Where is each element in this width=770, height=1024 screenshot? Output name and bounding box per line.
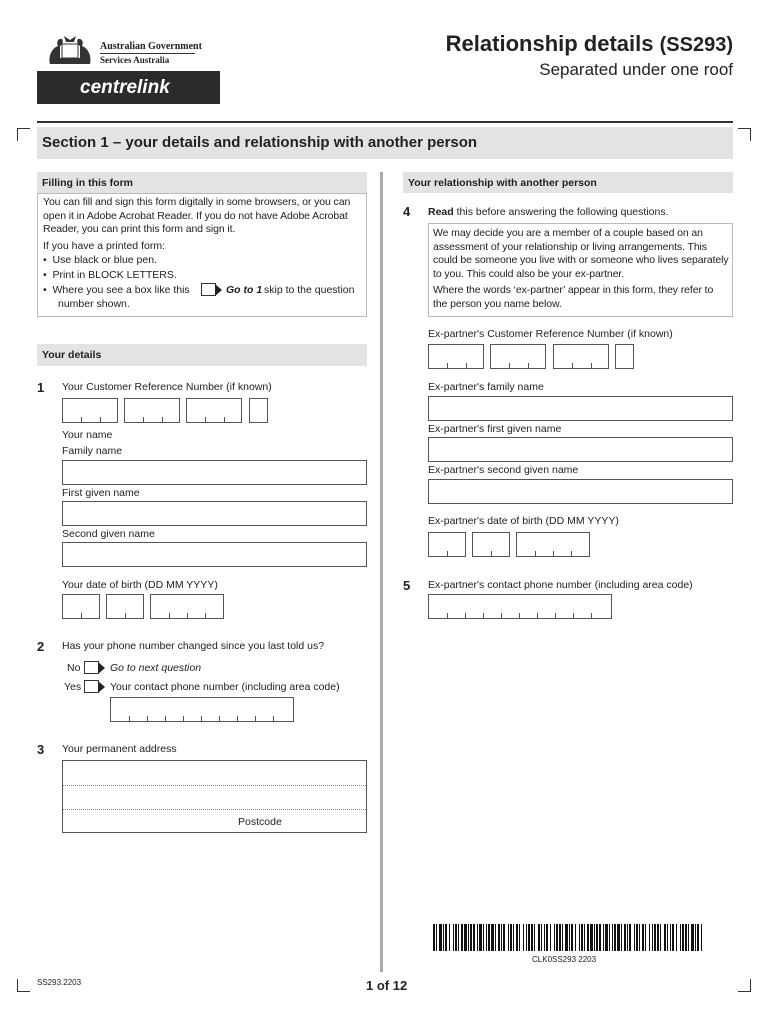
q2-yes-text: Your contact phone number (including area code) [110, 681, 340, 693]
coat-of-arms-icon [44, 34, 96, 68]
gov-line1: Australian Government [100, 41, 202, 52]
ex-second-input[interactable] [428, 479, 733, 504]
ex-crn-segment-2[interactable] [490, 344, 546, 369]
q1-label: Your Customer Reference Number (if known) [62, 381, 272, 393]
filling-para: You can fill and sign this form digitally in some browsers, or you can open it in Adobe Acrobat Reader. If you do not have Adobe Acrobat Reader, you can print this form and sign it. [43, 196, 351, 235]
ex-crn-label: Ex-partner's Customer Reference Number (if known) [428, 328, 673, 340]
ex-family-label: Ex-partner's family name [428, 381, 544, 393]
ex-dob-year[interactable] [516, 532, 590, 557]
q2-number: 2 [37, 639, 45, 654]
filling-bullet1: • Use black or blue pen. [43, 254, 157, 266]
column-divider [380, 172, 383, 972]
section-title: Section 1 – your details and relationship with another person [42, 134, 478, 151]
crop-mark-tl [17, 128, 30, 141]
q2-no-goto: Go to next question [110, 662, 202, 674]
filling-bullet3-post: skip to the question [264, 284, 355, 296]
your-details-heading: Your details [42, 349, 102, 361]
ex-crn-segment-1[interactable] [428, 344, 484, 369]
ex-dob-day[interactable] [428, 532, 466, 557]
header-rule [37, 121, 733, 123]
crop-mark-br [738, 979, 751, 992]
info-para2: Where the words ‘ex-partner’ appear in this form, they refer to the person you name below. [433, 284, 714, 310]
filling-heading: Filling in this form [42, 177, 133, 189]
first-given-label: First given name [62, 487, 140, 499]
dob-day[interactable] [62, 594, 100, 619]
gov-logo [44, 34, 204, 68]
filling-bullet2: • Print in BLOCK LETTERS. [43, 269, 177, 281]
family-name-label: Family name [62, 445, 123, 457]
ex-crn-segment-3[interactable] [553, 344, 609, 369]
phone-input[interactable] [110, 697, 294, 722]
ex-second-label: Ex-partner's second given name [428, 464, 579, 476]
q2-no-checkbox[interactable] [84, 661, 99, 674]
q4-number: 4 [403, 204, 411, 219]
page-title: Relationship details (SS293) [445, 31, 733, 56]
dob-month[interactable] [106, 594, 144, 619]
q4-label: Read this before answering the following questions. [428, 206, 669, 218]
crn-segment-1[interactable] [62, 398, 118, 423]
crop-mark-tr [738, 128, 751, 141]
page-number: 1 of 12 [366, 978, 408, 993]
q2-no-label: No [67, 662, 81, 674]
ex-first-input[interactable] [428, 437, 733, 462]
filling-bullet3: • Where you see a box like this [43, 284, 190, 296]
crn-segment-2[interactable] [124, 398, 180, 423]
goto-arrow-icon [201, 283, 216, 296]
ex-dob-month[interactable] [472, 532, 510, 557]
form-ref: SS293.2203 [37, 978, 82, 987]
second-given-input[interactable] [62, 542, 367, 567]
filling-printed: If you have a printed form: [43, 240, 165, 252]
q5-number: 5 [403, 578, 411, 593]
q5-label: Ex-partner's contact phone number (including area code) [428, 579, 693, 591]
q2-yes-label: Yes [64, 681, 82, 693]
dob-label: Your date of birth (DD MM YYYY) [62, 579, 218, 591]
crn-segment-4[interactable] [249, 398, 268, 423]
barcode [433, 924, 703, 951]
page-subtitle: Separated under one roof [539, 60, 733, 79]
postcode-label: Postcode [238, 816, 282, 828]
filling-goto: Go to 1 [226, 284, 263, 296]
q2-label: Has your phone number changed since you last told us? [62, 640, 325, 652]
info-para1: We may decide you are a member of a couple based on an assessment of your relationship or living arrangements. This could be someone you live with or someone who lives separately to you. This could also be your ex-partner. [433, 227, 729, 280]
address-input[interactable] [62, 760, 367, 833]
crn-segment-3[interactable] [186, 398, 242, 423]
family-name-input[interactable] [62, 460, 367, 485]
dob-year[interactable] [150, 594, 224, 619]
ex-crn-segment-4[interactable] [615, 344, 634, 369]
q3-number: 3 [37, 742, 45, 757]
form-code: (SS293) [659, 34, 733, 56]
your-name-label: Your name [62, 429, 113, 441]
ex-phone-input[interactable] [428, 594, 612, 619]
relationship-heading: Your relationship with another person [408, 177, 597, 189]
ex-family-input[interactable] [428, 396, 733, 421]
q1-number: 1 [37, 380, 45, 395]
q3-label: Your permanent address [62, 743, 177, 755]
brand-bar [37, 71, 220, 104]
crop-mark-bl [17, 979, 30, 992]
ex-dob-label: Ex-partner's date of birth (DD MM YYYY) [428, 515, 619, 527]
brand-logo: centrelink [80, 77, 170, 98]
first-given-input[interactable] [62, 501, 367, 526]
filling-bullet3-line2: number shown. [58, 298, 130, 310]
second-given-label: Second given name [62, 528, 155, 540]
gov-line2: Services Australia [100, 55, 170, 65]
barcode-text: CLK0SS293 2203 [532, 955, 597, 964]
q2-yes-checkbox[interactable] [84, 680, 99, 693]
ex-first-label: Ex-partner's first given name [428, 423, 562, 435]
